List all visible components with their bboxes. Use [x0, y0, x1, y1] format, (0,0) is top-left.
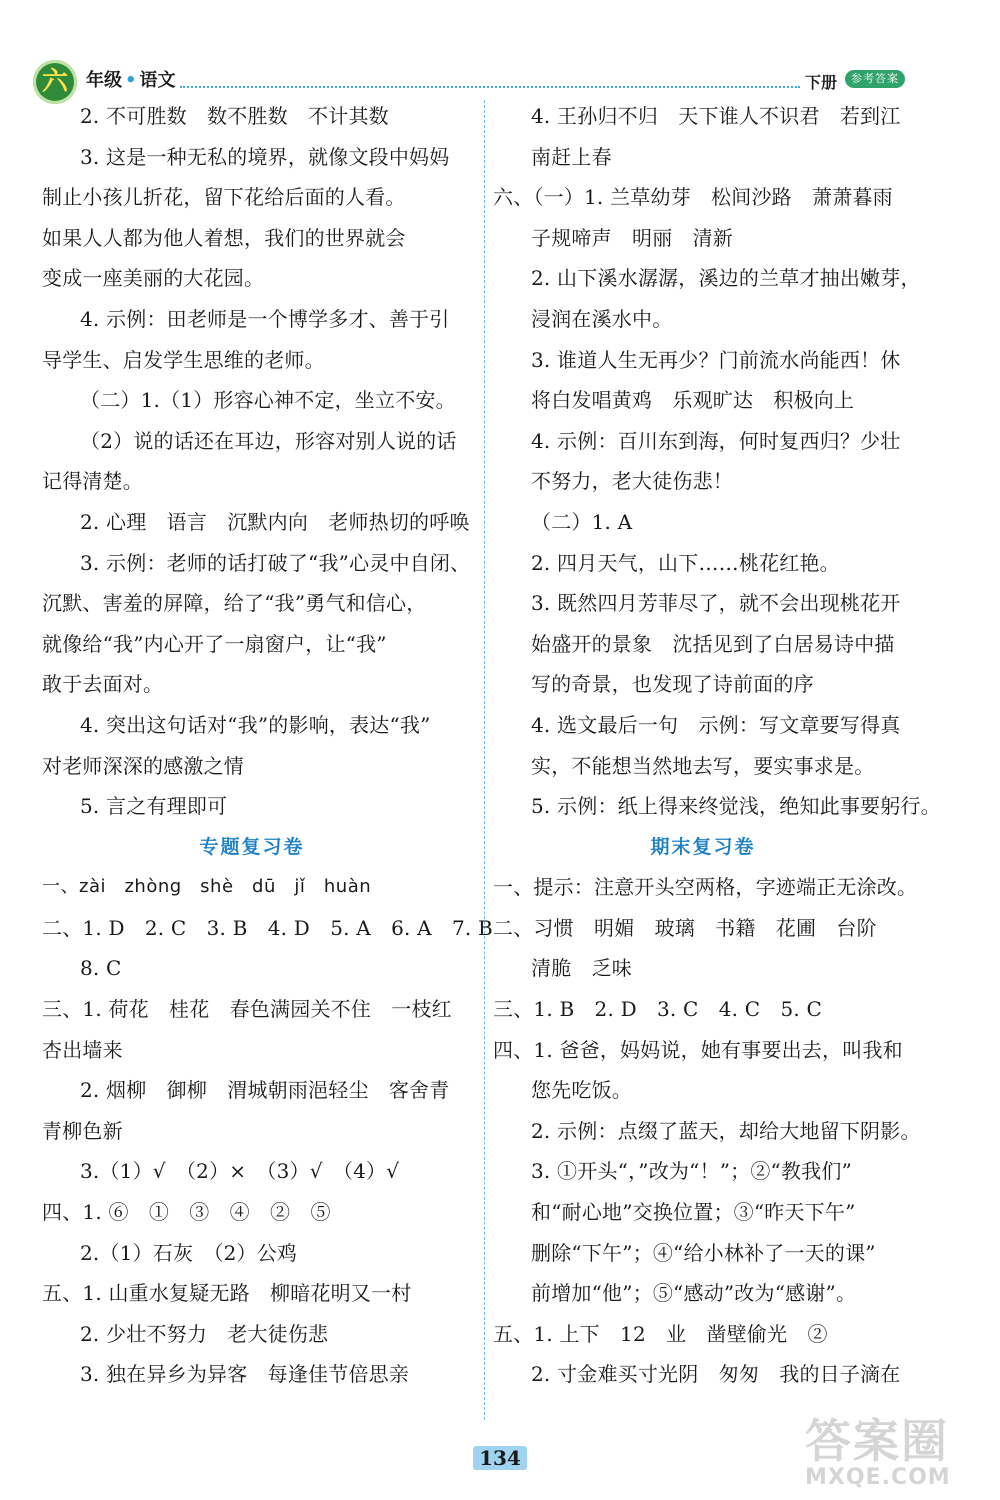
- answer-line: 4. 示例：田老师是一个博学多才、善于引: [80, 306, 450, 331]
- answer-line: 如果人人都为他人着想，我们的世界就会: [42, 225, 406, 250]
- answer-line: 3. ①开头“，”改为“！”；②“教我们”: [531, 1159, 852, 1184]
- separator-dot-icon: •: [125, 70, 137, 91]
- section-heading: 期末复习卷: [650, 835, 756, 858]
- answer-line: 青柳色新: [42, 1118, 123, 1143]
- watermark-logo: [805, 1405, 995, 1495]
- answer-line: 五、1. 上下 12 业 凿壁偷光 ②: [493, 1321, 828, 1346]
- answer-line: 2. 心理 语言 沉默内向 老师热切的呼唤: [80, 509, 470, 534]
- answer-line: 子规啼声 明丽 清新: [531, 225, 733, 250]
- term-label: 下册: [805, 73, 838, 92]
- answer-line: 4. 王孙归不归 天下谁人不识君 若到江: [531, 104, 901, 128]
- answer-line: （二）1.（1）形容心神不定，坐立不安。: [80, 388, 456, 413]
- page-header: [0, 0, 1000, 110]
- answer-line: 始盛开的景象 沈括见到了白居易诗中描: [531, 631, 895, 656]
- answer-line: 3. 独在异乡为异客 每逢佳节倍思亲: [80, 1362, 410, 1387]
- answer-line: 不努力，老大徒伤悲！: [531, 469, 733, 494]
- grade-badge: 六: [33, 60, 77, 104]
- answer-line: （2）说的话还在耳边，形容对别人说的话: [80, 428, 457, 453]
- answer-line: 就像给“我”内心开了一扇窗户，让“我”: [42, 631, 387, 656]
- answer-line: 3.（1）√ （2）× （3）√ （4）√: [80, 1159, 400, 1184]
- answer-line: 记得清楚。: [42, 469, 143, 494]
- grade-label: 年级: [86, 70, 122, 91]
- answer-line: 南赶上春: [531, 144, 612, 169]
- answer-line: 和“耐心地”交换位置；③“昨天下午”: [531, 1200, 856, 1225]
- answer-line: 2. 烟柳 御柳 渭城朝雨浥轻尘 客舍青: [80, 1078, 450, 1103]
- answer-line: 5. 言之有理即可: [80, 794, 228, 819]
- answer-line: 4. 突出这句话对“我”的影响，表达“我”: [80, 712, 431, 737]
- answer-line: 3. 这是一种无私的境界，就像文段中妈妈: [80, 144, 450, 169]
- answer-line: 沉默、害羞的屏障，给了“我”勇气和信心，: [42, 591, 427, 616]
- answer-line: 2. 山下溪水潺潺，溪边的兰草才抽出嫩芽，: [531, 266, 921, 291]
- answer-line: 5. 示例：纸上得来终觉浅，绝知此事要躬行。: [531, 794, 941, 819]
- answer-line: 二、习惯 明媚 玻璃 书籍 花圃 台阶: [493, 915, 877, 940]
- answer-line: 五、1. 山重水复疑无路 柳暗花明又一村: [42, 1281, 412, 1306]
- page-number-text: 134: [473, 1446, 527, 1470]
- answer-line: 对老师深深的感激之情: [42, 753, 244, 778]
- watermark-main: 答案圈: [805, 1414, 949, 1468]
- answer-line: 变成一座美丽的大花园。: [42, 266, 265, 291]
- answer-line: 2. 不可胜数 数不胜数 不计其数: [80, 104, 389, 128]
- answer-line: 浸润在溪水中。: [531, 306, 673, 331]
- answer-line: 制止小孩儿折花，留下花给后面的人看。: [42, 185, 406, 210]
- answer-line: 六、（一）1. 兰草幼芽 松间沙路 萧萧暮雨: [493, 185, 893, 210]
- answer-line: 一、zài zhòng shè dū jǐ huàn: [42, 876, 372, 898]
- column-divider: [484, 100, 485, 1420]
- answer-line: 2.（1）石灰 （2）公鸡: [80, 1240, 298, 1265]
- answer-line: 8. C: [80, 956, 122, 981]
- answer-line: 二、1. D 2. C 3. B 4. D 5. A 6. A 7. B: [42, 915, 493, 940]
- answer-line: 写的奇景，也发现了诗前面的序: [531, 672, 814, 697]
- answer-line: （二）1. A: [531, 509, 633, 534]
- answer-line: 删除“下午”；④“给小林补了一天的课”: [531, 1240, 876, 1265]
- answer-line: 一、提示：注意开头空两格，字迹端正无涂改。: [493, 875, 918, 900]
- answer-line: 2. 少壮不努力 老大徒伤悲: [80, 1321, 329, 1346]
- answer-line: 4. 示例：百川东到海，何时复西归？少壮: [531, 428, 901, 453]
- answer-line: 3. 谁道人生无再少？门前流水尚能西！休: [531, 347, 901, 372]
- answer-line: 实，不能想当然地去写，要实事求是。: [531, 753, 875, 778]
- answer-line: 将白发唱黄鸡 乐观旷达 积极向上: [531, 388, 855, 413]
- subject-label: 语文: [139, 70, 176, 91]
- right-answer-column: [493, 96, 941, 1395]
- answer-line: 三、1. B 2. D 3. C 4. C 5. C: [493, 997, 823, 1022]
- answer-line: 清脆 乏味: [531, 956, 632, 981]
- answer-line: 敢于去面对。: [42, 672, 164, 697]
- answer-line: 四、1. 爸爸，妈妈说，她有事要出去，叫我和: [493, 1037, 903, 1062]
- grade-subject-label: [86, 66, 176, 92]
- answer-line: 4. 选文最后一句 示例：写文章要写得真: [531, 712, 901, 737]
- answer-key-tag: 参考答案: [845, 70, 905, 88]
- section-heading: 专题复习卷: [199, 835, 305, 858]
- answer-line: 2. 寸金难买寸光阴 匆匆 我的日子滴在: [531, 1362, 901, 1387]
- answer-line: 导学生、启发学生思维的老师。: [42, 347, 325, 372]
- answer-line: 3. 示例：老师的话打破了“我”心灵中自闭、: [80, 550, 471, 575]
- answer-line: 2. 四月天气，山下……桃花红艳。: [531, 550, 840, 575]
- watermark-sub: MXQE.COM: [805, 1465, 951, 1490]
- answer-line: 杏出墙来: [42, 1037, 123, 1062]
- answer-line: 四、1. ⑥ ① ③ ④ ② ⑤: [42, 1200, 331, 1225]
- answer-line: 前增加“他”；⑤“感动”改为“感谢”。: [531, 1281, 857, 1306]
- left-answer-column: [42, 96, 493, 1395]
- answer-line: 3. 既然四月芳菲尽了，就不会出现桃花开: [531, 591, 901, 616]
- answer-line: 2. 示例：点缀了蓝天，却给大地留下阴影。: [531, 1118, 921, 1143]
- header-divider: [180, 86, 800, 88]
- answer-line: 三、1. 荷花 桂花 春色满园关不住 一枝红: [42, 997, 452, 1022]
- answer-line: 您先吃饭。: [531, 1078, 632, 1103]
